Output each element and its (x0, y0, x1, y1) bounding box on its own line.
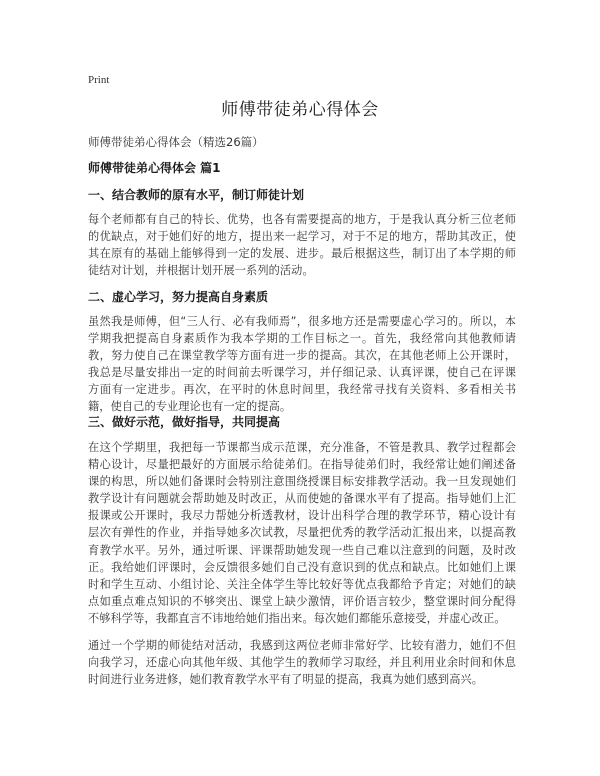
paragraph-2: 虽然我是师傅，但“三人行、必有我师焉”，很多地方还是需要虚心学习的。所以，本学期我把提高自身素质作为我本学期的工作目标之一。首先，我经常向其他教师请教，努力使自己在课堂教学等方面有进一步的提高。其次，在其他老师上公开课时，我总是尽量安排出一定的时间前去听课学习，并仔细记录、认真评课，使自己在评课方面有一定进步。再次，在平时的休息时间里，我经常寻找有关资料、多看相关书籍，使自己的专业理论也有一定的提高。 (88, 315, 516, 414)
paragraph-1: 每个老师都有自己的特长、优势，也各有需要提高的地方，于是我认真分析三位老师的优缺点，对于她们好的地方，提出来一起学习，对于不足的地方，帮助其改正，使其在原有的基础上能够得到一定的发展、进步。最后根据这些，制订出了本学期的师徒结对计划，并根据计划开展一系列的活动。 (88, 213, 516, 278)
section-title: 师傅带徒弟心得体会 篇1 (88, 161, 221, 175)
paragraph-4: 通过一个学期的师徒结对活动，我感到这两位老师非常好学、比较有潜力，她们不但向我学习，还虚心向其他年级、其他学生的教师学习取经，并且利用业余时间和休息时间进行业务进修，她们教育教学水平有了明显的提高，我真为她们感到高兴。 (88, 639, 516, 687)
document-title: 师傅带徒弟心得体会 (221, 100, 379, 120)
print-label: Print (88, 74, 110, 86)
heading-3: 三、做好示范，做好指导，共同提高 (88, 415, 281, 429)
heading-2: 二、虚心学习，努力提高自身素质 (88, 290, 269, 304)
paragraph-3: 在这个学期里，我把每一节课都当成示范课，充分准备，不管是教具、教学过程都会精心设计，尽量把最好的方面展示给徒弟们。在指导徒弟们时，我经常让她们阐述备课的构思，所以她们备课时会特别注意围绕授课目标安排教学活动。我一旦发现她们教学设计有问题就会帮助她及时改正，从而使她的备课水平有了提高。指导她们上汇报课或公开课时，我尽力帮她分析透教材，设计出科学合理的教学环节，精心设计有层次有弹性的作业，并指导她多次试教，尽量把优秀的教学活动汇报出来，以提高教育教学水平。另外，通过听课、评课帮助她发现一些自己难以注意到的问题，及时改正。我给她们评课时，会反馈很多她们自己没有意识到的优点和缺点。比如她们上课时和学生互动、小组讨论、关注全体学生等比较好等优点我都给予肯定；对她们的缺点如重点难点知识的不够突出、课堂上缺少激情，评价语言较少，整堂课时间分配得不够科学等，我都直言不讳地给她们指出来。每次她们都能乐意接受，并虚心改正。 (88, 441, 516, 625)
heading-1: 一、结合教师的原有水平，制订师徒计划 (88, 188, 305, 202)
document-subtitle: 师傅带徒弟心得体会（精选26篇） (88, 135, 264, 149)
